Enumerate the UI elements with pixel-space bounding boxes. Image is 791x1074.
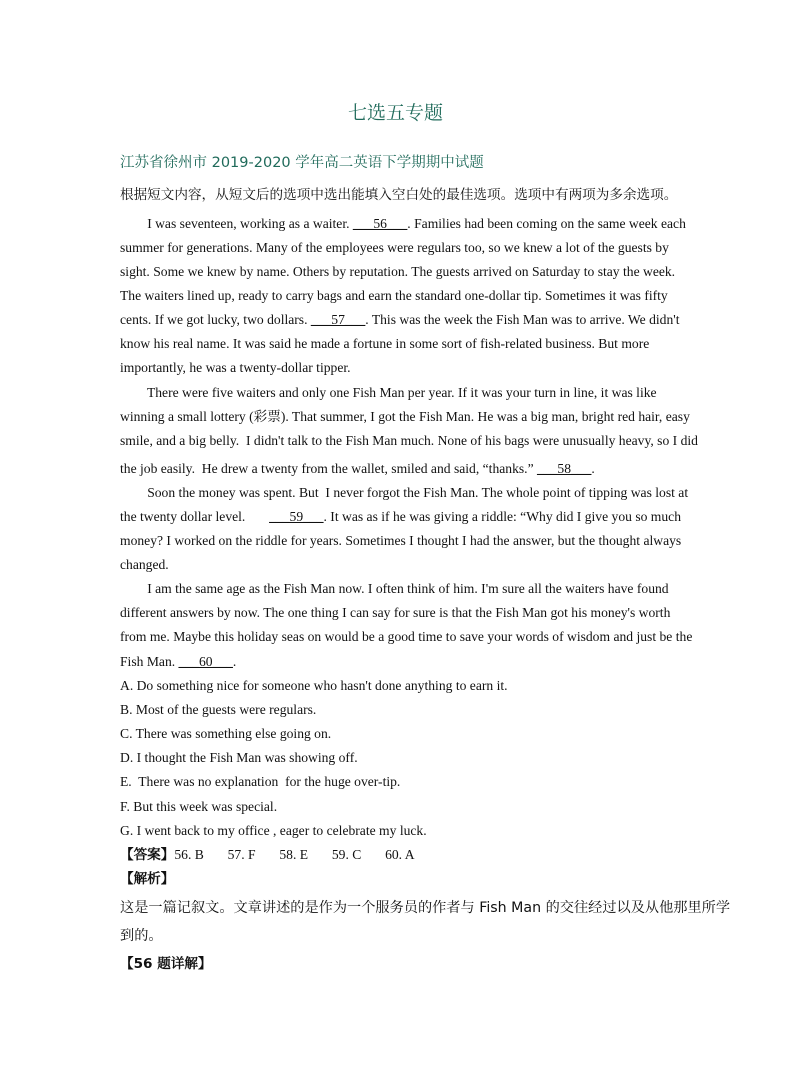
option-item: B. Most of the guests were regulars.	[120, 702, 317, 717]
option-item: A. Do something nice for someone who hasn't done anything to earn it.	[120, 678, 508, 693]
passage-line	[120, 239, 669, 257]
passage-text: I am the same age as the Fish Man now. I often think of him. I'm sure all the waiters have found	[120, 581, 669, 596]
detail-label: 【56 题详解】	[120, 956, 212, 972]
answer-line	[120, 846, 415, 864]
passage-text: cents. If we got lucky, two dollars.	[120, 312, 311, 327]
passage-text: I was seventeen, working as a waiter.	[120, 216, 353, 231]
answer-blank: ___58___	[537, 461, 592, 476]
passage-text: smile, and a big belly. I didn't talk to the Fish Man much. None of his bags were unusually heavy, so I did	[120, 433, 698, 448]
passage-text: the twenty dollar level.	[120, 509, 270, 524]
passage-line	[120, 287, 668, 305]
passage-text: . This was the week the Fish Man was to arrive. We didn't	[365, 312, 680, 327]
passage-line	[120, 484, 688, 502]
passage-text: . Families had been coming on the same week each	[407, 216, 686, 231]
analysis-line-2: 到的。	[120, 928, 163, 944]
passage-line	[120, 532, 681, 550]
passage-text: the job easily. He drew a twenty from the wallet, smiled and said, “thanks.”	[120, 461, 538, 476]
answer-blank: ___56___	[352, 216, 408, 231]
passage-text: Fish Man.	[120, 654, 179, 669]
option-item: G. I went back to my office , eager to celebrate my luck.	[120, 823, 427, 838]
passage-text: money? I worked on the riddle for years. Sometimes I thought I had the answer, but the thought always	[120, 533, 682, 548]
source-line: 江苏省徐州市 2019-2020 学年高二英语下学期期中试题	[120, 155, 484, 171]
answer-label: 【答案】	[120, 847, 175, 863]
passage-line	[120, 653, 236, 671]
passage-line	[120, 215, 686, 233]
passage-text: importantly, he was a twenty-dollar tipper.	[120, 360, 351, 375]
passage-text: .	[232, 654, 237, 669]
passage-text: The waiters lined up, ready to carry bags and earn the standard one-dollar tip. Sometimes it was fifty	[120, 288, 668, 303]
answer-blank: ___57___	[310, 312, 366, 327]
passage-line	[120, 508, 681, 526]
passage-line	[120, 384, 657, 402]
passage-text: There were five waiters and only one Fish Man per year. If it was your turn in line, it was like	[120, 385, 657, 400]
option-item: D. I thought the Fish Man was showing off.	[120, 750, 358, 765]
analysis-line-1: 这是一篇记叙文。文章讲述的是作为一个服务员的作者与 Fish Man 的交往经过以及从他那里所学	[120, 900, 731, 916]
answer-blank: ___60___	[178, 654, 233, 669]
passage-text: . It was as if he was giving a riddle: “Why did I give you so much	[323, 509, 682, 524]
instruction-text: 根据短文内容，从短文后的选项中选出能填入空白处的最佳选项。选项中有两项为多余选项。	[120, 187, 678, 203]
analysis-label: 【解析】	[120, 871, 175, 887]
option-item: F. But this week was special.	[120, 799, 278, 814]
answer-blank: ___59___	[269, 509, 324, 524]
option-item: C. There was something else going on.	[120, 726, 332, 741]
page-title: 七选五专题	[347, 102, 443, 124]
passage-line	[120, 263, 675, 281]
passage-line	[120, 460, 595, 478]
passage-line	[120, 580, 669, 598]
passage-text: Soon the money was spent. But I never forgot the Fish Man. The whole point of tipping was lost at	[120, 485, 689, 500]
passage-line	[120, 432, 698, 450]
passage-line	[120, 335, 649, 353]
passage-line	[120, 628, 692, 646]
passage-line	[120, 408, 690, 426]
answer-text: 56. B 57. F 58. E 59. C 60. A	[174, 847, 415, 862]
passage-line	[120, 311, 680, 329]
passage-line	[120, 359, 351, 377]
passage-text: from me. Maybe this holiday seas on would be a good time to save your words of wisdom and just be the	[120, 629, 693, 644]
passage-line	[120, 604, 670, 622]
passage-text: .	[591, 461, 595, 476]
passage-text: sight. Some we knew by name. Others by reputation. The guests arrived on Saturday to stay the week.	[120, 264, 676, 279]
passage-text: winning a small lottery (彩票). That summer, I got the Fish Man. He was a big man, bright red hair, easy	[120, 409, 690, 424]
passage-text: know his real name. It was said he made a fortune in some sort of fish-related business. But more	[120, 336, 650, 351]
option-item: E. There was no explanation for the huge over-tip.	[120, 774, 401, 789]
passage-line	[120, 556, 169, 574]
passage-text: changed.	[120, 557, 169, 572]
passage-text: different answers by now. The one thing I can say for sure is that the Fish Man got his money's worth	[120, 605, 671, 620]
passage-text: summer for generations. Many of the employees were regulars too, so we knew a lot of the guests by	[120, 240, 669, 255]
